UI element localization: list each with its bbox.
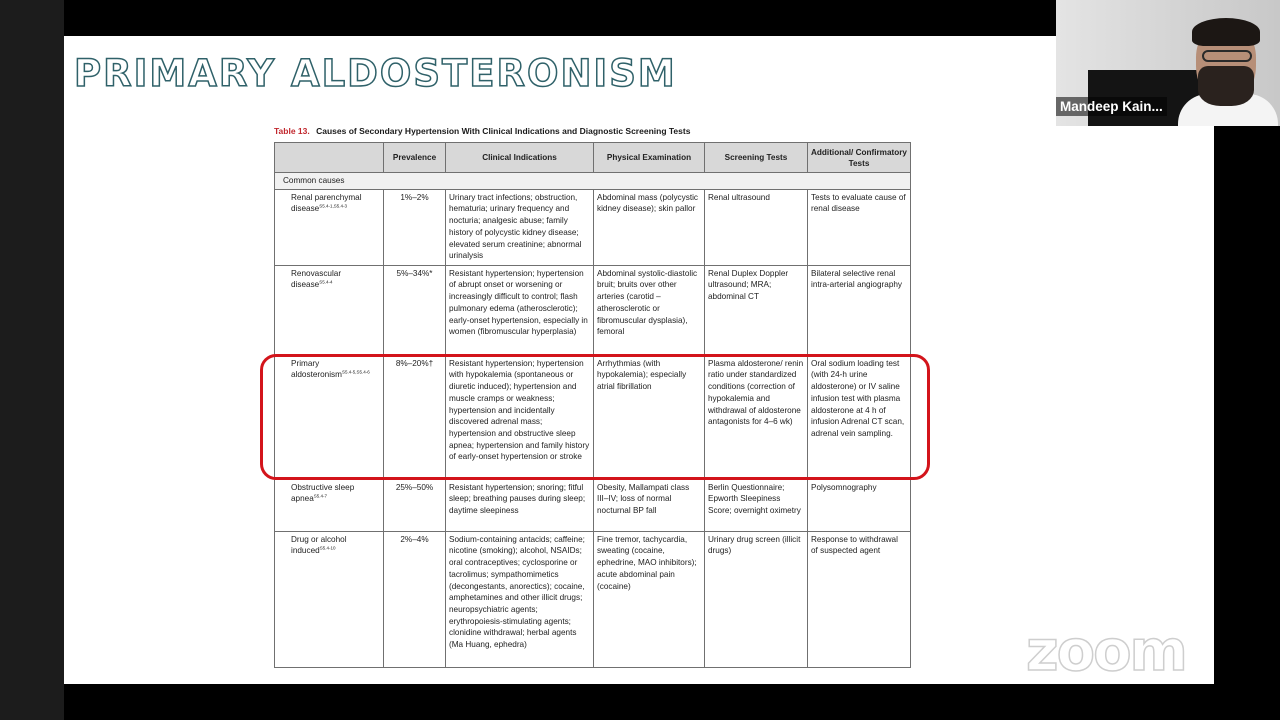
condition-cell [275,479,384,531]
physical-exam-cell: Obesity, Mallampati class III–IV; loss of normal nocturnal BP fall [594,479,705,531]
condition-cell [275,189,384,265]
reference-superscript: S5.4-4 [319,279,333,285]
left-letterbox [0,0,64,720]
header-physical-examination: Physical Examination [594,143,705,173]
group-label: Common causes [275,173,911,190]
clinical-indications-cell: Urinary tract infections; obstruction, hematuria; urinary frequency and nocturia; analgesic abuse; family history of polycystic kidney disease; elevated serum creatinine; abnormal urinalysis [446,189,594,265]
physical-exam-cell: Abdominal systolic-diastolic bruit; bruits over other arteries (carotid – atherosclerotic or fibromuscular dysplasia), femoral [594,265,705,355]
condition-name: Renal parenchymal disease [291,192,362,214]
prevalence-cell: 1%–2% [384,189,446,265]
prevalence-cell: 2%–4% [384,531,446,667]
participant-beard [1198,66,1254,106]
reference-superscript: S5.4-7 [313,493,328,499]
screening-tests-cell: Plasma aldosterone/ renin ratio under standardized conditions (correction of hypokalemia and withdrawal of aldosterone antagonists for 4–6 wk) [705,355,808,479]
confirmatory-tests-cell: Bilateral selective renal intra-arterial angiography [808,265,911,355]
participant-glasses [1202,50,1252,62]
prevalence-cell: 5%–34%* [384,265,446,355]
clinical-indications-cell: Resistant hypertension; hypertension with hypokalemia (spontaneous or diuretic induced); hypertension and muscle cramps or weakness; hypertension and incidentally discovered adrenal mass; hypertension and obstructive sleep apnea; hypertension and family history of early-onset hypertension or stroke [446,355,594,479]
physical-exam-cell: Abdominal mass (polycystic kidney disease); skin pallor [594,189,705,265]
participant-silhouette [1174,24,1278,126]
table-row [275,265,911,355]
confirmatory-tests-cell: Response to withdrawal of suspected agent [808,531,911,667]
confirmatory-tests-cell: Polysomnography [808,479,911,531]
screening-tests-cell: Berlin Questionnaire; Epworth Sleepiness Score; overnight oximetry [705,479,808,531]
slide-title: PRIMARY ALDOSTERONISM [74,52,677,95]
condition-cell [275,265,384,355]
prevalence-cell: 25%–50% [384,479,446,531]
header-condition [275,143,384,173]
clinical-indications-cell: Resistant hypertension; hypertension of abrupt onset or worsening or increasingly difficult to control; flash pulmonary edema (atherosclerotic); early-onset hypertension, especially in women (fibromuscular hyperplasia) [446,265,594,355]
physical-exam-cell: Arrhythmias (with hypokalemia); especially atrial fibrillation [594,355,705,479]
participant-video-tile[interactable] [1056,0,1280,126]
participant-hair [1192,18,1260,46]
header-confirmatory-tests: Additional/ Confirmatory Tests [808,143,911,173]
screening-tests-cell: Renal ultrasound [705,189,808,265]
table-number: Table 13. [274,126,310,136]
table-header-row [275,143,911,173]
highlight-annotation [260,354,930,480]
table-row [275,531,911,667]
zoom-watermark: zoom [1026,619,1186,684]
condition-name: Renovascular disease [291,268,342,290]
group-row [275,173,911,190]
prevalence-cell: 8%–20%† [384,355,446,479]
reference-superscript: S5.4-10 [319,545,336,551]
table-caption [274,126,690,136]
reference-superscript: S5.4-1,S5.4-3 [319,203,348,209]
presentation-slide [64,36,1214,684]
confirmatory-tests-cell: Tests to evaluate cause of renal disease [808,189,911,265]
clinical-indications-cell: Resistant hypertension; snoring; fitful sleep; breathing pauses during sleep; daytime sleepiness [446,479,594,531]
screening-tests-cell: Renal Duplex Doppler ultrasound; MRA; abdominal CT [705,265,808,355]
reference-superscript: S5.4-5,S5.4-6 [341,369,370,375]
condition-cell [275,531,384,667]
condition-name: Obstructive sleep apnea [291,482,355,504]
condition-name: Primary aldosteronism [291,358,342,380]
physical-exam-cell: Fine tremor, tachycardia, sweating (cocaine, ephedrine, MAO inhibitors); acute abdominal pain (cocaine) [594,531,705,667]
screening-tests-cell: Urinary drug screen (illicit drugs) [705,531,808,667]
confirmatory-tests-cell: Oral sodium loading test (with 24-h urine aldosterone) or IV saline infusion test with plasma aldosterone at 4 h of infusion Adrenal CT scan, adrenal vein sampling. [808,355,911,479]
clinical-indications-cell: Sodium-containing antacids; caffeine; nicotine (smoking); alcohol, NSAIDs; oral contraceptives; cyclosporine or tacrolimus; sympathomimetics (decongestants, anorectics); cocaine, amphetamines and other illicit drugs; neuropsychiatric agents; erythropoiesis-stimulating agents; clonidine withdrawal; herbal agents (Ma Huang, ephedra) [446,531,594,667]
table-caption-text: Causes of Secondary Hypertension With Clinical Indications and Diagnostic Screening Tests [316,126,691,136]
table-row [275,189,911,265]
header-clinical-indications: Clinical Indications [446,143,594,173]
condition-name: Drug or alcohol induced [291,534,347,556]
header-prevalence: Prevalence [384,143,446,173]
table-row [275,479,911,531]
participant-name-label: Mandeep Kain... [1056,97,1167,116]
header-screening-tests: Screening Tests [705,143,808,173]
